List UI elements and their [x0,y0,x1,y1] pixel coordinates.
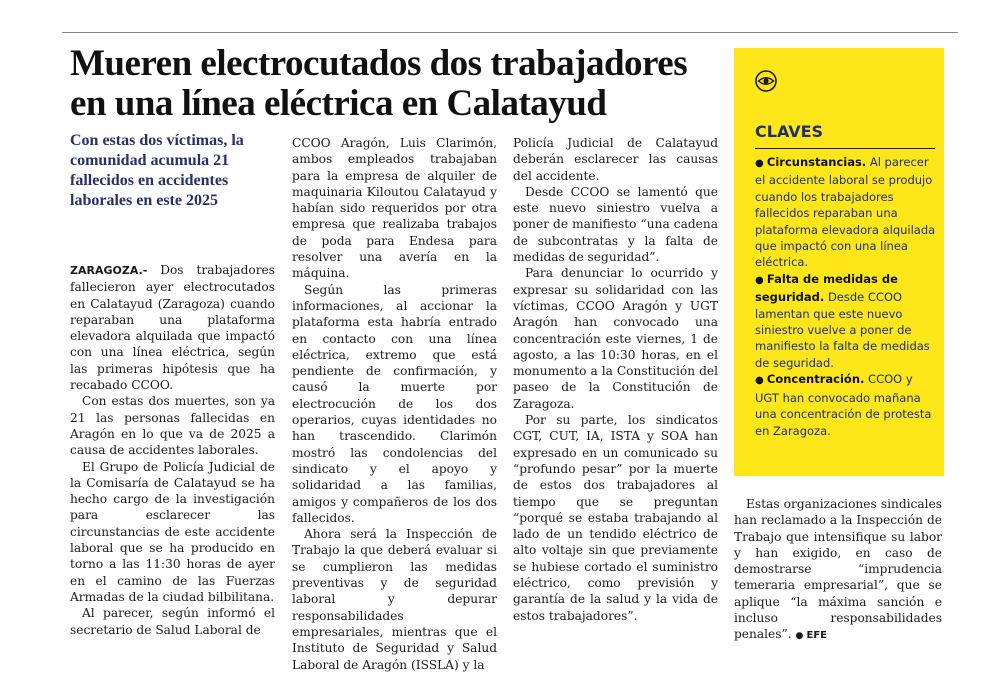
paragraph: Al parecer, según informó el secretario de Salud Laboral de [70,606,275,637]
paragraph [70,262,275,393]
paragraph: Policía Judicial de Calatayud deberán esclarecer las causas del accidente. [513,136,718,183]
claves-item-text: Al parecer el accidente laboral se produjo cuando los trabajadores fallecidos reparaban una plataforma elevadora alquilada que impactó con una línea eléctrica. [755,155,936,270]
paragraph: Según las primeras informaciones, al accionar la plataforma esta habría entrado en contacto con una línea eléctrica, extremo que está pendiente de confirmación, y causó la muerte por electrocución de los dos operarios, cuyas identidades no han trascendido. Clarimón mostró las condolencias del sindicato y el apoyo y solidaridad a las familias, amigos y compañeros de los dos fallecidos. [292,282,497,525]
claves-list [755,154,937,439]
claves-item [755,154,937,271]
subtitle: Con estas dos víctimas, la comunidad acumula 21 fallecidos en accidentes laborales en este 2025 [70,132,244,209]
article-column-3 [513,135,718,624]
claves-item-label: Falta de medidas de seguridad. [755,271,898,305]
paragraph: Ahora será la Inspección de Trabajo la que deberá evaluar si se cumplieron las medidas preventivas y de seguridad laboral y depurar responsabilidades empresariales, mientras que el Instituto de Seguridad y Salud Laboral de Aragón (ISSLA) y la [292,527,497,672]
paragraph: Desde CCOO se lamentó que este nuevo siniestro vuelva a poner de manifiesto “una cadena de subcontratas y la falta de medidas de seguridad”. [513,184,718,265]
bullet-icon: ● [755,274,767,286]
bullet-icon: ● [755,375,767,387]
eye-icon [755,70,777,92]
claves-box [734,48,944,476]
claves-divider [755,148,935,149]
claves-title: CLAVES [755,122,824,141]
article-column-2 [292,135,497,673]
claves-item [755,271,937,371]
claves-item-label: Circunstancias. [766,155,867,169]
signoff: ● EFE [795,630,827,641]
paragraph-text: Estas organizaciones sindicales han reclamado a la Inspección de Trabajo que intensifique su labor y han exigido, en caso de demostrarse “imprudencia temeraria empresarial”, que se aplique “la máxima sanción e incluso responsabilidades penales”. [734,497,942,642]
claves-item-text: Desde CCOO lamentan que este nuevo siniestro vuelve a poner de manifiesto la falta de medidas de seguridad. [755,290,930,370]
paragraph-text: Dos trabajadores fallecieron ayer electrocutados en Calatayud (Zaragoza) cuando reparaban una plataforma elevadora alquilada que impactó con una línea eléctrica, según las primeras hipótesis que ha recabado CCOO. [70,263,275,393]
claves-item [755,371,937,439]
paragraph: Con estas dos muertes, son ya 21 las personas fallecidas en Aragón en lo que va de 2025 a causa de accidentes laborales. [70,394,275,458]
article-column-4 [734,496,942,645]
bullet-icon: ● [755,158,767,169]
paragraph: Por su parte, los sindicatos CGT, CUT, IA, ISTA y SOA han expresado en un comunicado su “profundo pesar” por la muerte de estos dos trabajadores al tiempo que se preguntan “porqué se estaba trabajando al lado de un tendido eléctrico de alto voltaje sin que previamente se hubiese cortado el suministro eléctrico, como previsión y garantía de la salud y la vida de estos trabajadores”. [513,413,718,623]
headline: Mueren electrocutados dos trabajadores en una línea eléctrica en Calatayud [70,43,688,124]
claves-item-text: CCOO y UGT han convocado mañana una concentración de protesta en Zaragoza. [755,372,932,438]
paragraph: CCOO Aragón, Luis Clarimón, ambos empleados trabajaban para la empresa de alquiler de maquinaria Kiloutou Calatayud y habían sido requeridos por otra empresa que realizaba trabajos de poda para Endesa para resolver una avería en la máquina. [292,136,497,281]
paragraph: Para denunciar lo ocurrido y expresar su solidaridad con las víctimas, CCOO Aragón y UGT Aragón han convocado una concentración este viernes, 1 de agosto, a las 10:30 horas, en el monumento a la Constitución del paseo de la Constitución de Zaragoza. [513,266,718,411]
claves-item-label: Concentración. [766,372,865,387]
paragraph [734,496,942,645]
top-rule [62,32,958,33]
article-column-1 [70,262,275,638]
dateline: ZARAGOZA.- [70,264,148,277]
paragraph: El Grupo de Policía Judicial de la Comisaría de Calatayud se ha hecho cargo de la investigación para esclarecer las circunstancias de este accidente laboral que se ha producido en torno a las 11:30 horas de ayer en el camino de las Fuerzas Armadas de la ciudad bilbilitana. [70,459,275,604]
